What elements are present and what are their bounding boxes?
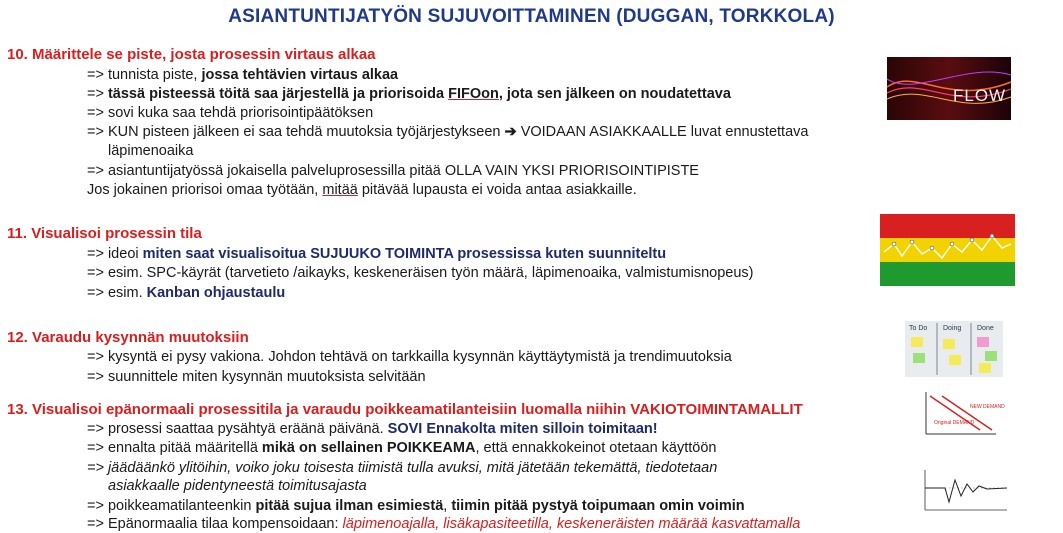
- s10-line-1: => tunnista piste, jossa tehtävien virtaus alkaa: [87, 67, 399, 83]
- kanban-todo-label: To Do: [909, 325, 928, 332]
- section-12-heading: 12. Varaudu kysynnän muutoksiin: [7, 329, 249, 346]
- original-demand-label: Original DEMAND: [934, 420, 975, 426]
- s10-line-4: => KUN pisteen jälkeen ei saa tehdä muutoksia työjärjestykseen ➔ VOIDAAN ASIAKKAALLE luvat ennustettava: [87, 124, 809, 140]
- spc-chart-image: [880, 214, 1015, 286]
- s10-line-2: => tässä pisteessä töitä saa järjestellä ja priorisoida FIFOon, jota sen jälkeen on noudatettava: [87, 86, 731, 102]
- s12-line-1: => kysyntä ei pysy vakiona. Johdon tehtävä on tarkkailla kysynnän käyttäytymistä ja trendimuutoksia: [87, 349, 732, 365]
- flow-image: [887, 57, 1011, 120]
- kanban-doing-label: Doing: [943, 325, 962, 332]
- s10-line-6: => asiantuntijatyössä jokaisella palveluprosessilla pitää OLLA VAIN YKSI PRIORISOINTIPISTE: [87, 163, 699, 179]
- s12-line-2: => suunnittele miten kysynnän muutoksista selvitään: [87, 369, 426, 385]
- s13-line-3: => jäädäänkö ylitöihin, voiko joku toisesta tiimistä tulla avuksi, mitä jätetään tekemättä, tiedotetaan: [87, 460, 718, 476]
- s10-line-7: Jos jokainen priorisoi omaa työtään, mitää pitävää lupausta ei voida antaa asiakkaille.: [87, 182, 637, 198]
- s13-line-4: asiakkaalle pidentyneestä toimitusajasta: [108, 478, 367, 494]
- flow-image-text: FLOW: [953, 86, 1007, 105]
- kanban-board-image: [905, 321, 1003, 377]
- section-13-heading: 13. Visualisoi epänormaali prosessitila ja varaudu poikkeamatilanteisiin luomalla niihin VAKIOTOIMINTAMALLIT: [7, 401, 803, 418]
- section-10-heading: 10. Määrittele se piste, josta prosessin virtaus alkaa: [7, 46, 376, 63]
- s11-line-2: => esim. SPC-käyrät (tarvetieto /aikayks, keskeneräisen työn määrä, läpimenoaika, valmistumisnopeus): [87, 265, 754, 281]
- s13-line-5: => poikkeamatilanteenkin pitää sujua ilman esimiestä, tiimin pitää pystyä toipumaan omin voimin: [87, 498, 745, 514]
- demand-curve-image: [920, 388, 1005, 440]
- s10-line-5: läpimenoaika: [108, 143, 194, 159]
- s10-line-3: => sovi kuka saa tehdä priorisointipäätöksen: [87, 105, 374, 121]
- new-demand-label: NEW DEMAND: [970, 404, 1005, 410]
- s13-line-2: => ennalta pitää määritellä mikä on sellainen POIKKEAMA, että ennakkokeinot otetaan käyttöön: [87, 440, 717, 456]
- page-title: ASIANTUNTIJATYÖN SUJUVOITTAMINEN (DUGGAN, TORKKOLA): [228, 6, 835, 27]
- s13-line-6: => Epänormaalia tilaa kompensoidaan: läpimenoajalla, lisäkapasiteetilla, keskeneräisten määrää kasvattamalla: [87, 516, 801, 532]
- kanban-done-label: Done: [977, 325, 994, 332]
- section-11-heading: 11. Visualisoi prosessin tila: [7, 225, 202, 242]
- arrow-right-icon: ➔: [504, 124, 517, 140]
- s11-line-3: => esim. Kanban ohjaustaulu: [87, 285, 286, 301]
- s11-line-1: => ideoi miten saat visualisoitua SUJUUKO TOIMINTA prosessissa kuten suunniteltu: [87, 246, 667, 262]
- s13-line-1: => prosessi saattaa pysähtyä eräänä päivänä. SOVI Ennakolta miten silloin toimitaan!: [87, 421, 658, 437]
- recovery-curve-image: [915, 466, 1010, 514]
